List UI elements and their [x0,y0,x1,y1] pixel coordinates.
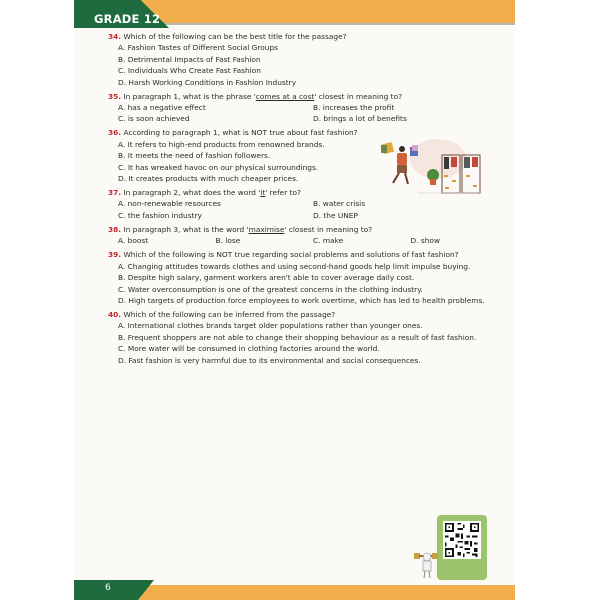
option-d: D. Harsh Working Conditions in Fashion Industry [118,77,297,87]
question-number: 38. [108,224,122,234]
question-list [108,31,508,369]
question-39 [108,249,508,306]
question-prompt: Which of the following is NOT true regarding social problems and solutions of fast fashion? [123,250,459,260]
question-38 [108,224,508,247]
option-a: A. boost [118,236,149,246]
option-c: C. make [313,236,344,246]
option-a: A. International clothes brands target older populations rather than younger ones. [118,321,423,331]
qr-code-icon[interactable] [443,521,481,559]
option-b: B. water crisis [313,199,366,209]
option-d: D. brings a lot of benefits [313,114,407,124]
question-34 [108,31,508,88]
option-c: C. Individuals Who Create Fast Fashion [118,66,261,76]
prompt-text: ' closest in meaning to? [314,91,403,101]
prompt-text: ' refer to? [265,188,301,198]
option-d: D. the UNEP [313,210,358,220]
shopping-woman-illustration [378,137,483,199]
question-35 [108,91,508,125]
mascot-icon [413,547,441,579]
option-b: B. Frequent shoppers are not able to change their shopping behaviour as a result of fast fashion. [118,332,477,342]
grade-title: GRADE 12 [94,12,161,26]
question-number: 37. [108,188,122,198]
question-prompt: According to paragraph 1, what is NOT true about fast fashion? [123,128,358,138]
option-b: B. Detrimental Impacts of Fast Fashion [118,54,261,64]
question-number: 40. [108,309,122,319]
prompt-text: In paragraph 2, what does the word ' [123,188,261,198]
option-a: A. Changing attitudes towards clothes and using second-hand goods help limit impulse buying. [118,261,471,271]
prompt-text: In paragraph 3, what is the word ' [123,224,249,234]
option-c: C. the fashion industry [118,210,202,220]
underlined-phrase: comes at a cost [255,91,315,101]
question-number: 36. [108,128,122,138]
underlined-phrase: it [260,188,266,198]
question-number: 39. [108,250,122,260]
option-a: A. has a negative effect [118,103,206,113]
question-number: 35. [108,91,122,101]
option-a: A. Fashion Tastes of Different Social Groups [118,43,279,53]
option-c: C. Water overconsumption is one of the greatest concerns in the clothing industry. [118,284,423,294]
option-d: D. show [410,236,440,246]
option-a: A. It refers to high-end products from renowned brands. [118,139,325,149]
option-b: B. Despite high salary, garment workers aren't able to cover average daily cost. [118,273,415,283]
option-b: B. increases the profit [313,103,395,113]
option-b: B. lose [215,236,241,246]
prompt-text: ' closest in meaning to? [284,224,373,234]
question-prompt: Which of the following can be the best title for the passage? [123,32,347,41]
option-d: D. Fast fashion is very harmful due to its environmental and social consequences. [118,355,421,365]
question-prompt: Which of the following can be inferred from the passage? [123,309,336,319]
option-a: A. non-renewable resources [118,199,221,209]
option-d: D. It creates products with much cheaper prices. [118,174,299,184]
option-c: C. More water will be consumed in clothing factories around the world. [118,344,380,354]
option-c: C. is soon achieved [118,114,190,124]
prompt-text: In paragraph 1, what is the phrase ' [123,91,256,101]
option-d: D. High targets of production force employees to work overtime, which has led to health problems. [118,295,485,305]
page-number: 6 [105,583,111,593]
question-number: 34. [108,32,122,41]
question-40 [108,309,508,366]
option-c: C. It has wreaked havoc on our physical surroundings. [118,162,319,172]
option-b: B. It meets the need of fashion followers. [118,151,271,161]
underlined-phrase: maximise [248,224,285,234]
